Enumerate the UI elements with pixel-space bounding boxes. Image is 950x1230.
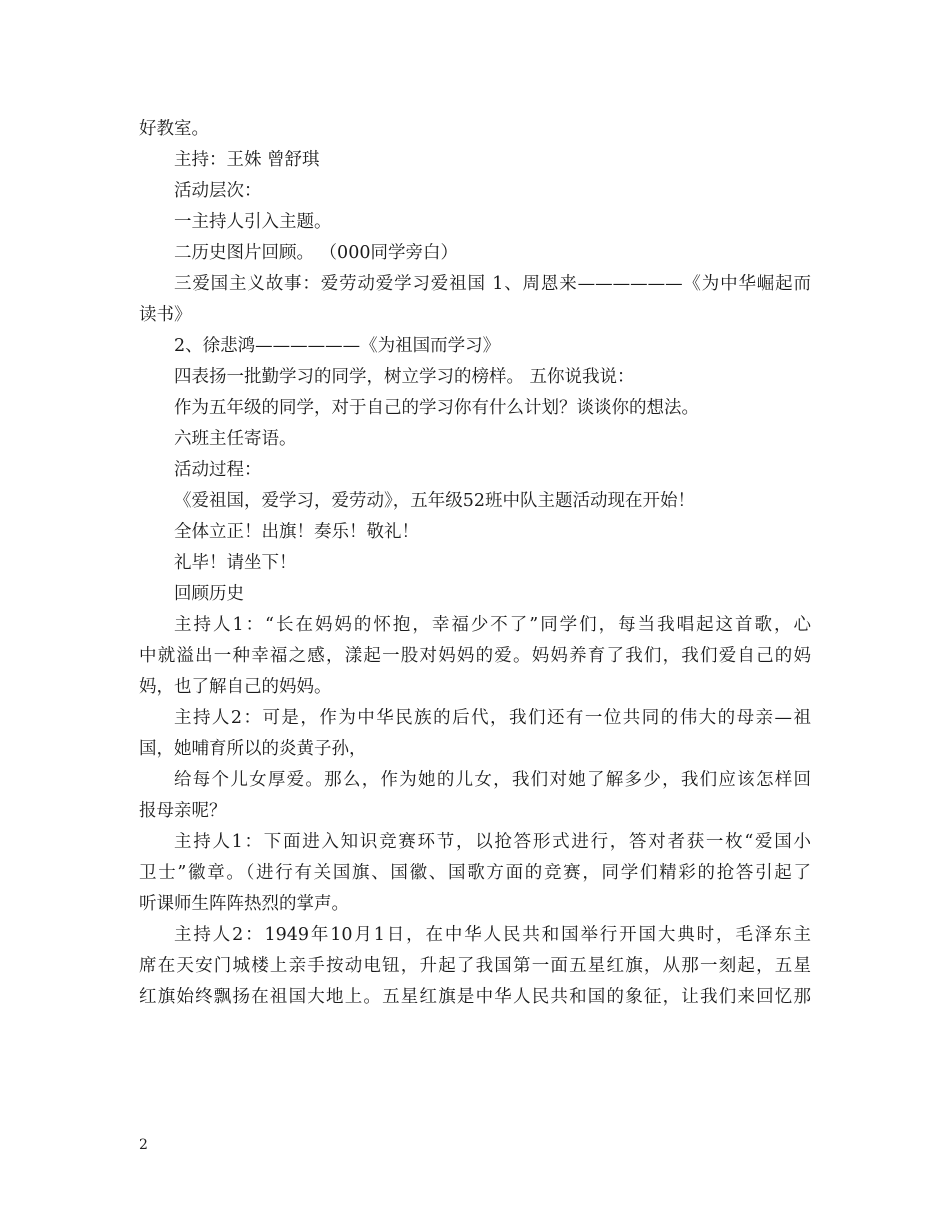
text-line: 报母亲呢？ [139, 801, 227, 821]
document-body [139, 114, 811, 1013]
text-line: 作为五年级的同学，对于自己的学习你有什么计划？谈谈你的想法。 [174, 398, 699, 418]
text-line: 妈，也了解自己的妈妈。 [139, 677, 332, 697]
text-line: 国，她哺育所以的炎黄子孙， [139, 739, 367, 759]
text-line: 活动层次： [174, 181, 262, 201]
text-line: 活动过程： [174, 460, 262, 480]
page-number: 2 [139, 1137, 148, 1153]
text-line: 给每个儿女厚爱。那么，作为她的儿女，我们对她了解多少，我们应该怎样回 [174, 770, 811, 790]
text-line: 四表扬一批勤学习的同学，树立学习的榜样。 五你说我说： [174, 367, 635, 387]
text-line: 中就溢出一种幸福之感，漾起一股对妈妈的爱。妈妈养育了我们，我们爱自己的妈 [139, 646, 811, 666]
text-line: 主持人1：下面进入知识竞赛环节，以抢答形式进行，答对者获一枚“爱国小 [174, 832, 811, 852]
text-line: 二历史图片回顾。 （000同学旁白） [174, 243, 458, 263]
text-line: 回顾历史 [174, 584, 244, 604]
text-line: 《爱祖国，爱学习，爱劳动》，五年级52班中队主题活动现在开始！ [174, 491, 696, 511]
text-line: 主持人2：可是，作为中华民族的后代，我们还有一位共同的伟大的母亲—祖 [174, 708, 811, 728]
text-line: 主持人2：1949年10月1日，在中华人民共和国举行开国大典时，毛泽东主 [174, 925, 811, 945]
text-line: 席在天安门城楼上亲手按动电钮，升起了我国第一面五星红旗，从那一刻起，五星 [139, 956, 811, 976]
text-line: 好教室。 [139, 119, 209, 139]
text-line: 六班主任寄语。 [174, 429, 297, 449]
text-line: 全体立正！出旗！奏乐！敬礼！ [174, 522, 419, 542]
text-line: 礼毕！请坐下！ [174, 553, 297, 573]
text-line: 听课师生阵阵热烈的掌声。 [139, 894, 349, 914]
text-line: 主持人1：“长在妈妈的怀抱，幸福少不了”同学们，每当我唱起这首歌，心 [174, 615, 811, 635]
text-line: 读书》 [139, 305, 192, 325]
text-line: 红旗始终飘扬在祖国大地上。五星红旗是中华人民共和国的象征，让我们来回忆那 [139, 987, 811, 1007]
text-line: 2、徐悲鸿——————《为祖国而学习》 [174, 336, 501, 356]
text-line: 卫士”徽章。（进行有关国旗、国徽、国歌方面的竞赛，同学们精彩的抢答引起了 [139, 863, 811, 883]
text-line: 主持：王姝 曾舒琪 [174, 150, 320, 170]
text-line: 三爱国主义故事：爱劳动爱学习爱祖国 1、周恩来——————《为中华崛起而 [174, 274, 811, 294]
text-line: 一主持人引入主题。 [174, 212, 332, 232]
